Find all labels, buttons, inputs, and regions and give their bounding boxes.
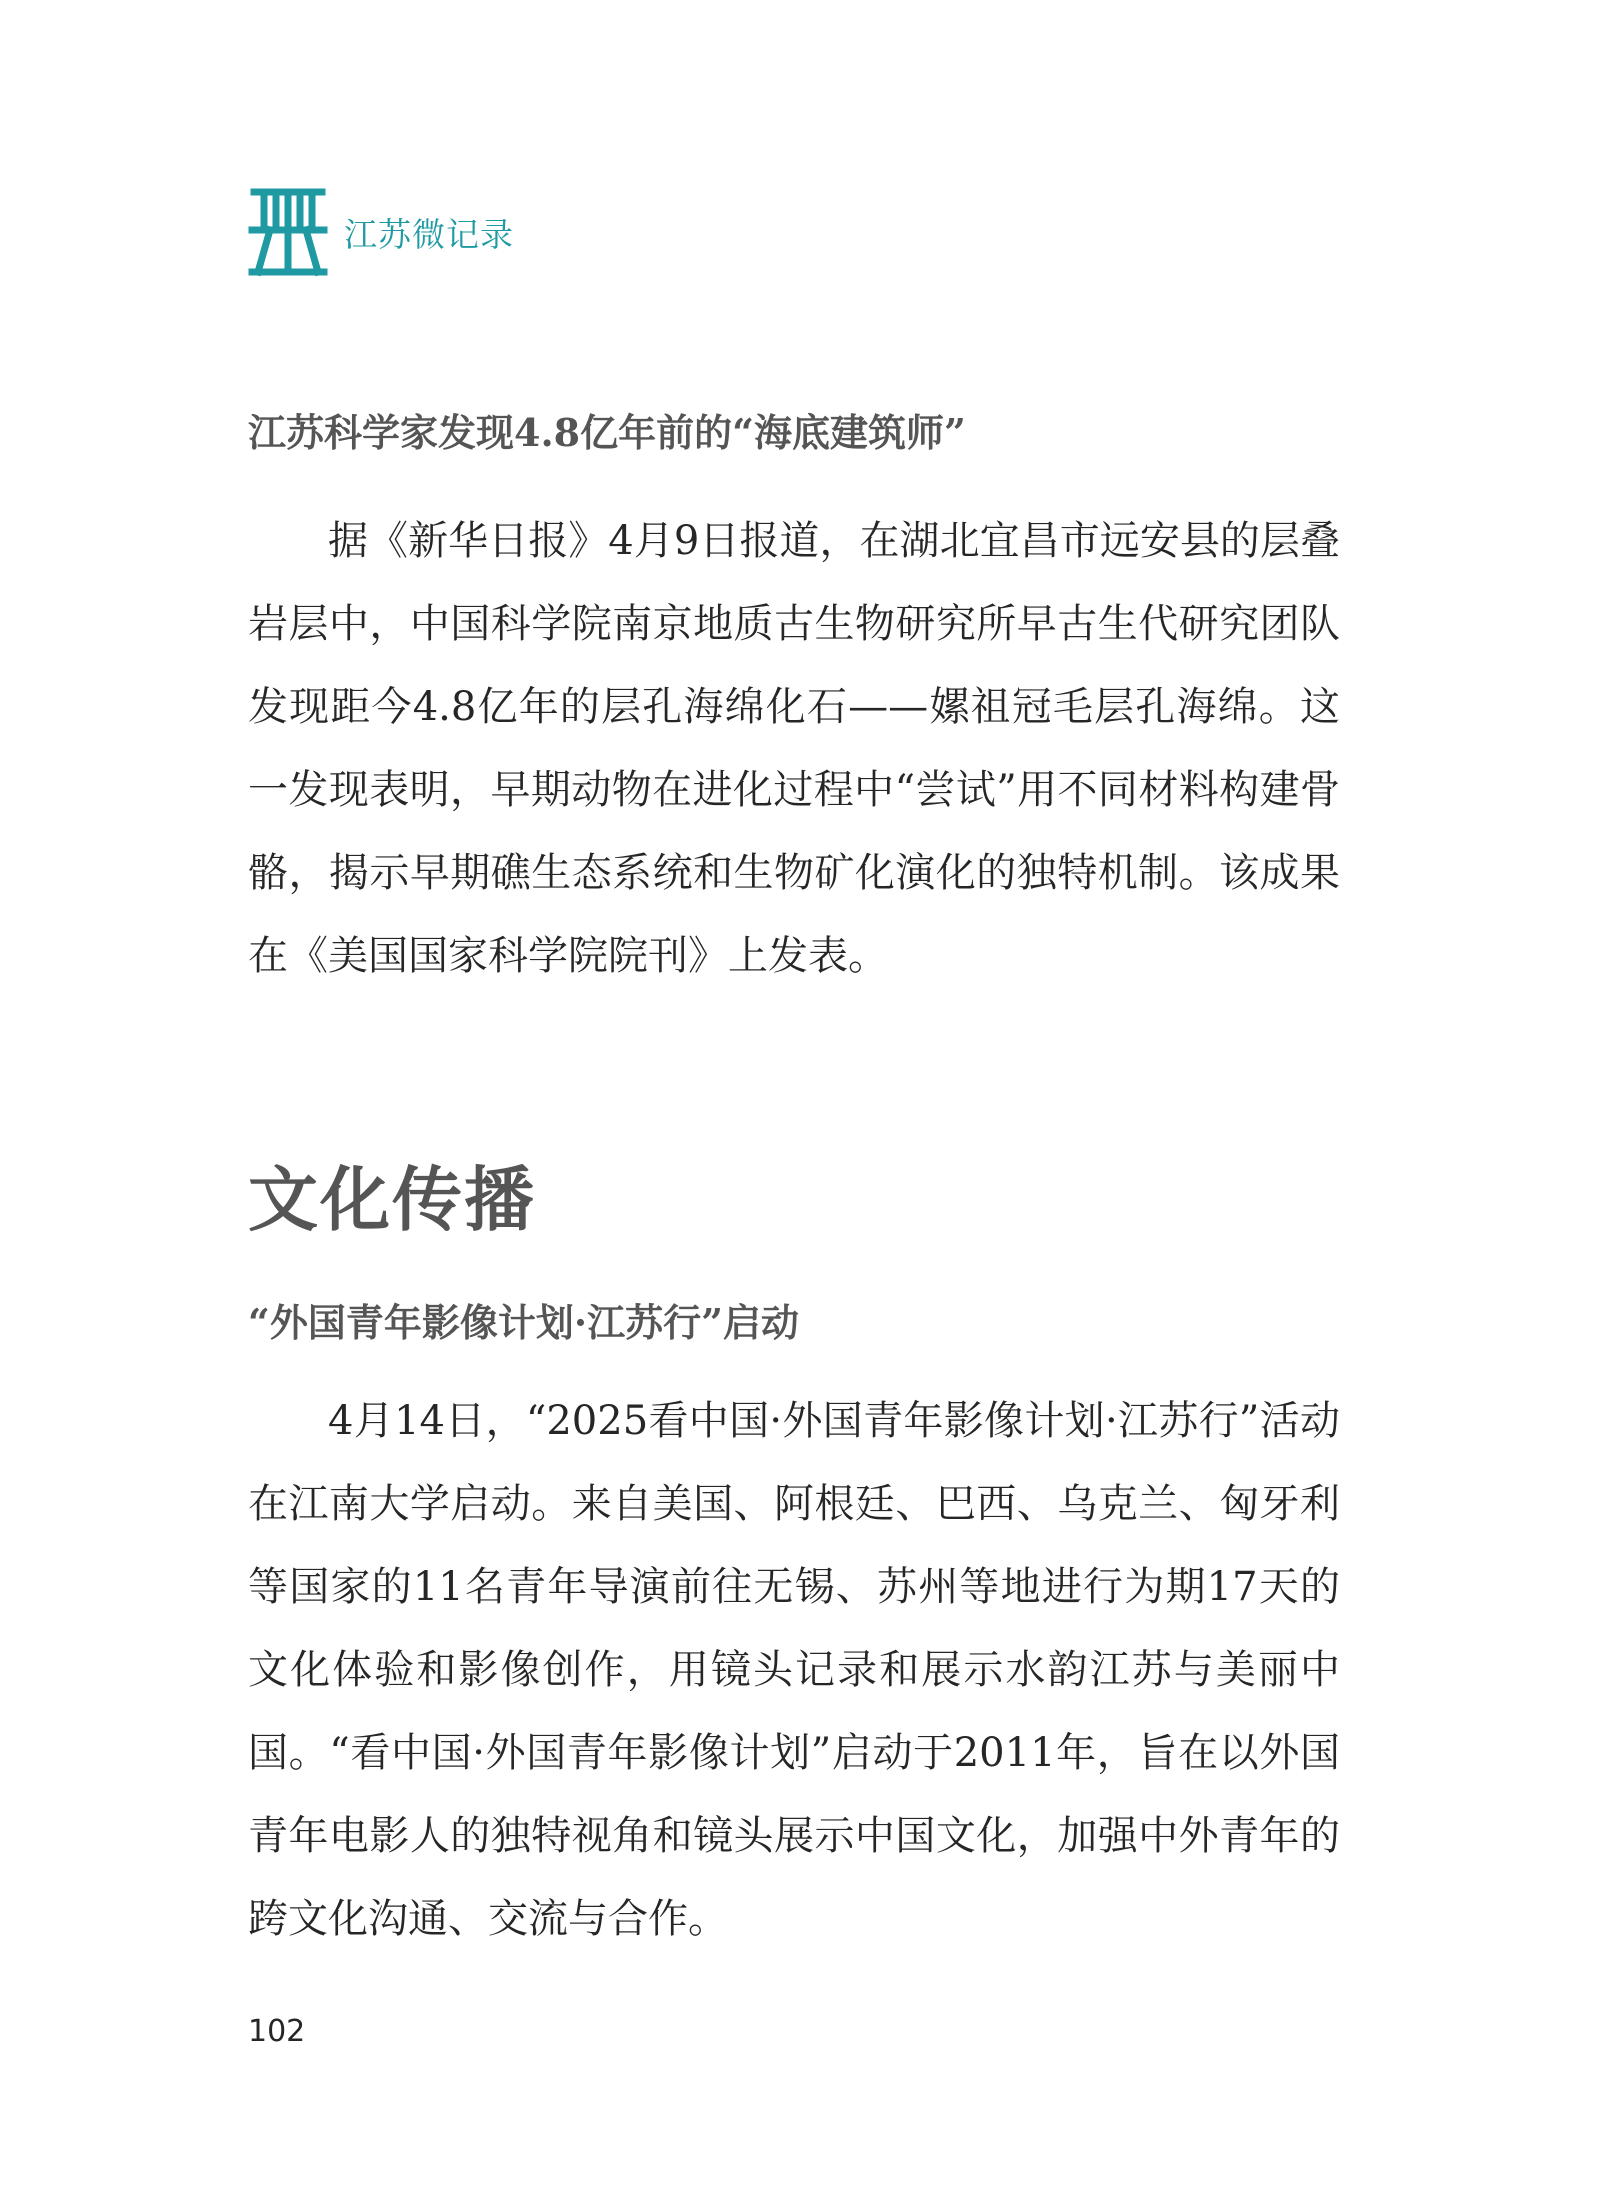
brand-label: 江苏微记录 xyxy=(344,214,514,254)
section-heading: 文化传播 xyxy=(248,1159,536,1241)
article-paragraph-1: 据《新华日报》4月9日报道，在湖北宜昌市远安县的层叠岩层中，中国科学院南京地质古生物研究所早古生代研究团队发现距今4.8亿年的层孔海绵化石——嫘祖冠毛层孔海绵。这一发现表明，早期动物在进化过程中“尝试”用不同材料构建骨骼，揭示早期礁生态系统和生物矿化演化的独特机制。该成果在《美国国家科学院院刊》上发表。 xyxy=(248,518,1340,979)
jiangsu-logo-icon xyxy=(248,186,328,278)
article-title-1: 江苏科学家发现4.8亿年前的“海底建筑师” xyxy=(248,410,966,455)
page-header xyxy=(248,186,514,278)
article-title-2: “外国青年影像计划·江苏行”启动 xyxy=(248,1300,799,1345)
article-paragraph-2: 4月14日，“2025看中国·外国青年影像计划·江苏行”活动在江南大学启动。来自美国、阿根廷、巴西、乌克兰、匈牙利等国家的11名青年导演前往无锡、苏州等地进行为期17天的文化体验和影像创作，用镜头记录和展示水韵江苏与美丽中国。“看中国·外国青年影像计划”启动于2011年，旨在以外国青年电影人的独特视角和镜头展示中国文化，加强中外青年的跨文化沟通、交流与合作。 xyxy=(248,1398,1340,1942)
page-number: 102 xyxy=(248,2014,306,2049)
